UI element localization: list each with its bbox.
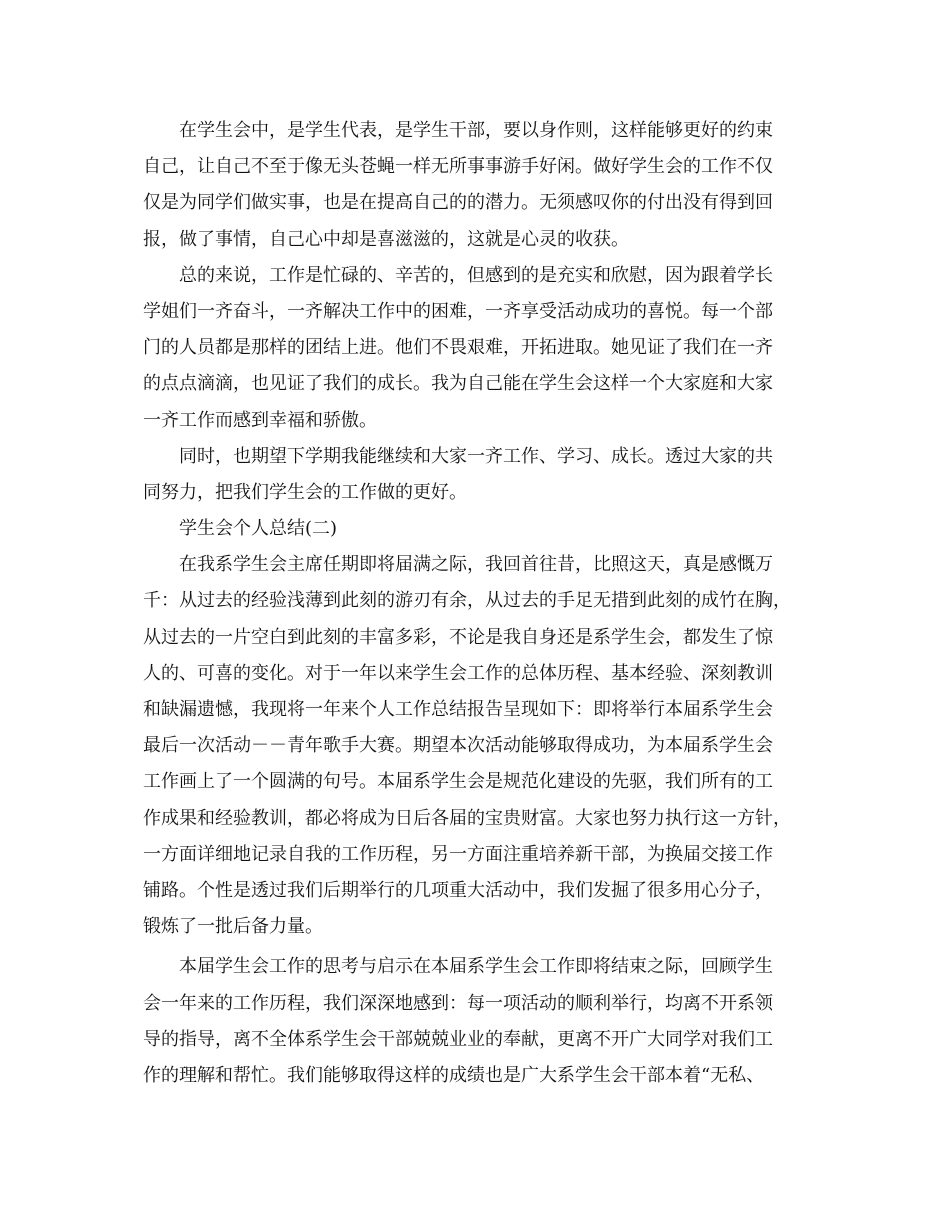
text-line: 和缺漏遗憾，我现将一年来个人工作总结报告呈现如下：即将举行本届系学生会 (143, 699, 773, 720)
text-line: 工作画上了一个圆满的句号。本届系学生会是规范化建设的先驱，我们所有的工 (143, 771, 773, 793)
document-body (143, 113, 808, 1094)
text-line: 在学生会中，是学生代表，是学生干部，要以身作则，这样能够更好的约束 (179, 120, 773, 141)
text-line: 一齐工作而感到幸福和骄傲。 (143, 409, 377, 431)
text-line: 人的、可喜的变化。对于一年以来学生会工作的总体历程、基本经验、深刻教训 (143, 662, 773, 684)
text-line: 锻炼了一批后备力量。 (143, 916, 323, 938)
text-line: 作的理解和帮忙。我们能够取得这样的成绩也是广大系学生会干部本着“无私、 (143, 1064, 765, 1086)
text-line: 在我系学生会主席任期即将届满之际，我回首往昔，比照这天，真是感慨万 (179, 554, 773, 576)
text-line: 自己，让自己不至于像无头苍蝇一样无所事事游手好闲。做好学生会的工作不仅 (143, 156, 773, 178)
text-line: 导的指导，离不全体系学生会干部兢兢业业的奉献，更离不开广大同学对我们工 (143, 1028, 773, 1050)
text-line: 会一年来的工作历程，我们深深地感到：每一项活动的顺利举行，均离不开系领 (143, 992, 773, 1014)
text-line: 的点点滴滴，也见证了我们的成长。我为自己能在学生会这样一个大家庭和大家 (143, 373, 773, 395)
text-line: 本届学生会工作的思考与启示在本届系学生会工作即将结束之际，回顾学生 (179, 956, 773, 978)
text-line: 门的人员都是那样的团结上进。他们不畏艰难，开拓进取。她见证了我们在一齐 (143, 337, 773, 359)
text-line: 最后一次活动－－青年歌手大赛。期望本次活动能够取得成功，为本届系学生会 (143, 735, 773, 757)
text-line: 铺路。个性是透过我们后期举行的几项重大活动中，我们发掘了很多用心分子， (143, 879, 773, 901)
section-heading: 学生会个人总结(二) (179, 518, 338, 540)
text-line: 总的来说，工作是忙碌的、辛苦的，但感到的是充实和欣慰，因为跟着学长 (179, 264, 773, 286)
text-line: 同努力，把我们学生会的工作做的更好。 (143, 481, 467, 503)
text-line: 一方面详细地记录自我的工作历程，另一方面注重培养新干部，为换届交接工作 (143, 843, 773, 865)
text-line: 从过去的一片空白到此刻的丰富多彩，不论是我自身还是系学生会，都发生了惊 (143, 626, 773, 648)
text-line: 仅是为同学们做实事，也是在提高自己的的潜力。无须感叹你的付出没有得到回 (143, 192, 773, 214)
text-line: 作成果和经验教训，都必将成为日后各届的宝贵财富。大家也努力执行这一方针， (143, 807, 791, 829)
text-line: 报，做了事情，自己心中却是喜滋滋的，这就是心灵的收获。 (143, 228, 629, 250)
text-line: 千：从过去的经验浅薄到此刻的游刃有余，从过去的手足无措到此刻的成竹在胸， (143, 590, 791, 612)
text-line: 同时，也期望下学期我能继续和大家一齐工作、学习、成长。透过大家的共 (179, 445, 773, 467)
text-line: 学姐们一齐奋斗，一齐解决工作中的困难，一齐享受活动成功的喜悦。每一个部 (143, 300, 773, 322)
